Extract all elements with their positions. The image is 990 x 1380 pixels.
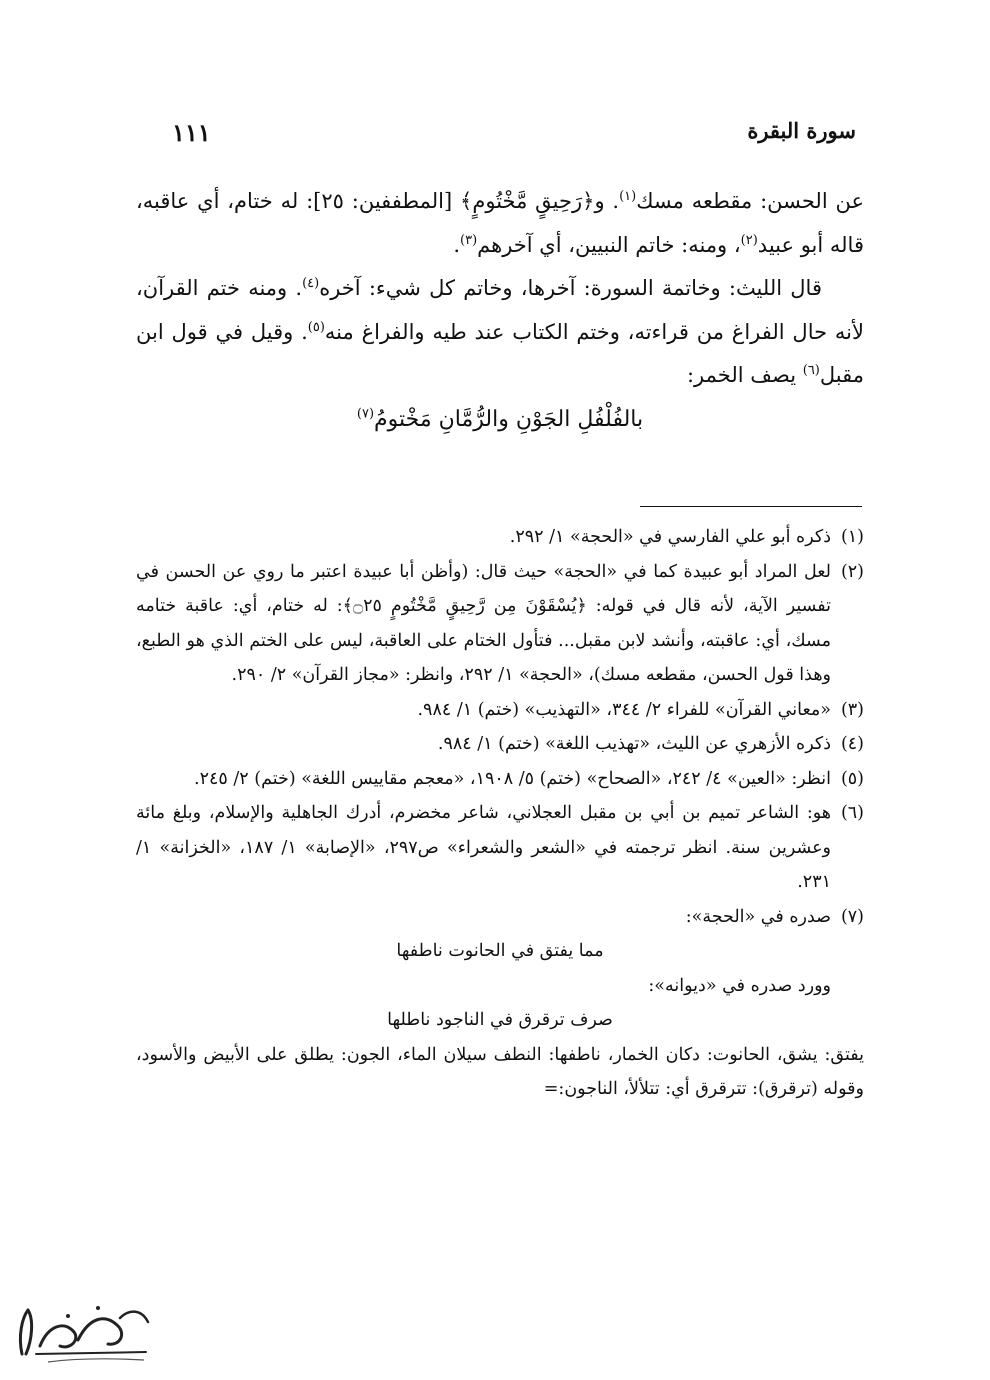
footnote-text: هو: الشاعر تميم بن أبي بن مقبل العجلاني، شاعر مخضرم، أدرك الجاهلية والإسلام، وبلغ مائة وعشرين سنة. انظر ترجمته في «الشعر والشعراء» ص٢٩٧، «الإصابة» ١/ ١٨٧، «الخزانة» ١/ ٢٣١. — [136, 803, 831, 892]
text-run: يصف الخمر: — [686, 363, 803, 387]
text-run: ، ومنه: خاتم النبيين، أي آخرهم — [477, 232, 741, 257]
footnote-ref-3: (٣) — [460, 232, 478, 248]
text-run: . وقيل في قول ابن مقبل — [136, 319, 864, 387]
paragraph-2 — [136, 267, 864, 398]
footnote-7-gloss: يفتق: يشق، الحانوت: دكان الخمار، ناطفها: النطف سيلان الماء، الجون: يطلق على الأبيض والأسود، وقوله (ترقرق): تترقرق أي: تتلألأ، الناجون:= — [136, 1044, 864, 1099]
footnote-ref-1: (١) — [619, 189, 637, 204]
footnote-1 — [136, 520, 864, 555]
footnote-ref-5: (٥) — [307, 319, 325, 335]
footnote-text: ذكره الأزهري عن الليث، «تهذيب اللغة» (ختم) ١/ ٩٨٤. — [437, 734, 831, 754]
text-run: قال الليث: وخاتمة السورة: آخرها، وخاتم كل شيء: آخره — [319, 276, 822, 300]
footnote-text: انظر: «العين» ٤/ ٢٤٢، «الصحاح» (ختم) ٥/ ١٩٠٨، «معجم مقاييس اللغة» (ختم) ٢/ ٢٤٥. — [194, 768, 831, 789]
verse-text: بالفُلْفُلِ الجَوْنِ والرُّمَّانِ مَخْتومُ — [374, 406, 644, 432]
footnote-number: (٤) — [840, 734, 864, 754]
footnote-3 — [136, 693, 864, 728]
footnote-number: (٥) — [840, 768, 864, 789]
footnote-number: (٦) — [840, 803, 864, 823]
footnote-text: «معاني القرآن» للفراء ٢/ ٣٤٤، «التهذيب» (ختم) ١/ ٩٨٤. — [417, 699, 831, 720]
footnote-7-line-2: وورد صدره في «ديوانه»: — [648, 975, 831, 996]
footnote-ref-6: (٦) — [802, 363, 820, 378]
text-run: . و﴿رَحِيقٍ مَّخْتُومٍ﴾ [المطففين: ٢٥]: له ختام، أي عاقبه، قاله أبو عبيد — [136, 189, 864, 257]
main-text — [136, 180, 864, 441]
footnote-7-verse-2: صرف ترقرق في الناجود ناطلها — [387, 1010, 613, 1030]
page-header — [136, 118, 856, 154]
poetry-verse — [136, 398, 864, 442]
footnote-5 — [136, 762, 864, 797]
footnote-ref-7: (٧) — [356, 406, 375, 422]
footnote-2 — [136, 555, 864, 693]
paragraph-1 — [136, 180, 864, 267]
text-run: عن الحسن: مقطعه مسك — [636, 189, 864, 213]
footnote-number: (٢) — [840, 561, 864, 582]
footnote-ref-2: (٢) — [740, 232, 758, 248]
running-title: سورة البقرة — [747, 118, 856, 143]
footnote-number: (٧) — [840, 906, 864, 927]
footnote-text: ذكره أبو علي الفارسي في «الحجة» ١/ ٢٩٢. — [509, 527, 831, 547]
footnote-text: لعل المراد أبو عبيدة كما في «الحجة» حيث قال: (وأظن أبا عبيدة اعتبر ما روي عن الحسن في تفسير الآية، لأنه قال في قوله: ﴿يُسْقَوْنَ مِن رَّحِيقٍ مَّخْتُومٍ ۝٢٥﴾: له ختام، أي: عاقبة ختامه مسك، أي: عاقبته، وأنشد لابن مقبل... فتأول الختام على العاقبة، ليس على الختم الذي هو الطبع، وهذا قول الحسن، مقطعه مسك)، «الحجة» ١/ ٢٩٢، وانظر: «مجاز القرآن» ٢/ ٢٩٠. — [136, 561, 831, 685]
publisher-logo — [8, 1296, 158, 1368]
footnote-6 — [136, 796, 864, 900]
footnote-number: (١) — [840, 527, 864, 547]
footnotes — [136, 520, 864, 1107]
text-run: . — [453, 232, 461, 257]
footnote-ref-4: (٤) — [302, 276, 320, 291]
text-run: . ومنه ختم القرآن، لأنه حال الفراغ من قراءته، وختم الكتاب عند طيه والفراغ منه — [136, 276, 864, 344]
footnote-4 — [136, 727, 864, 762]
footnote-number: (٣) — [840, 699, 864, 720]
footnote-7 — [136, 900, 864, 935]
page-number: ١١١ — [172, 118, 211, 147]
footnote-text: صدره في «الحجة»: — [685, 906, 831, 927]
footnote-7-verse-1: مما يفتق في الحانوت ناطفها — [396, 941, 604, 961]
footnote-separator — [640, 506, 862, 507]
